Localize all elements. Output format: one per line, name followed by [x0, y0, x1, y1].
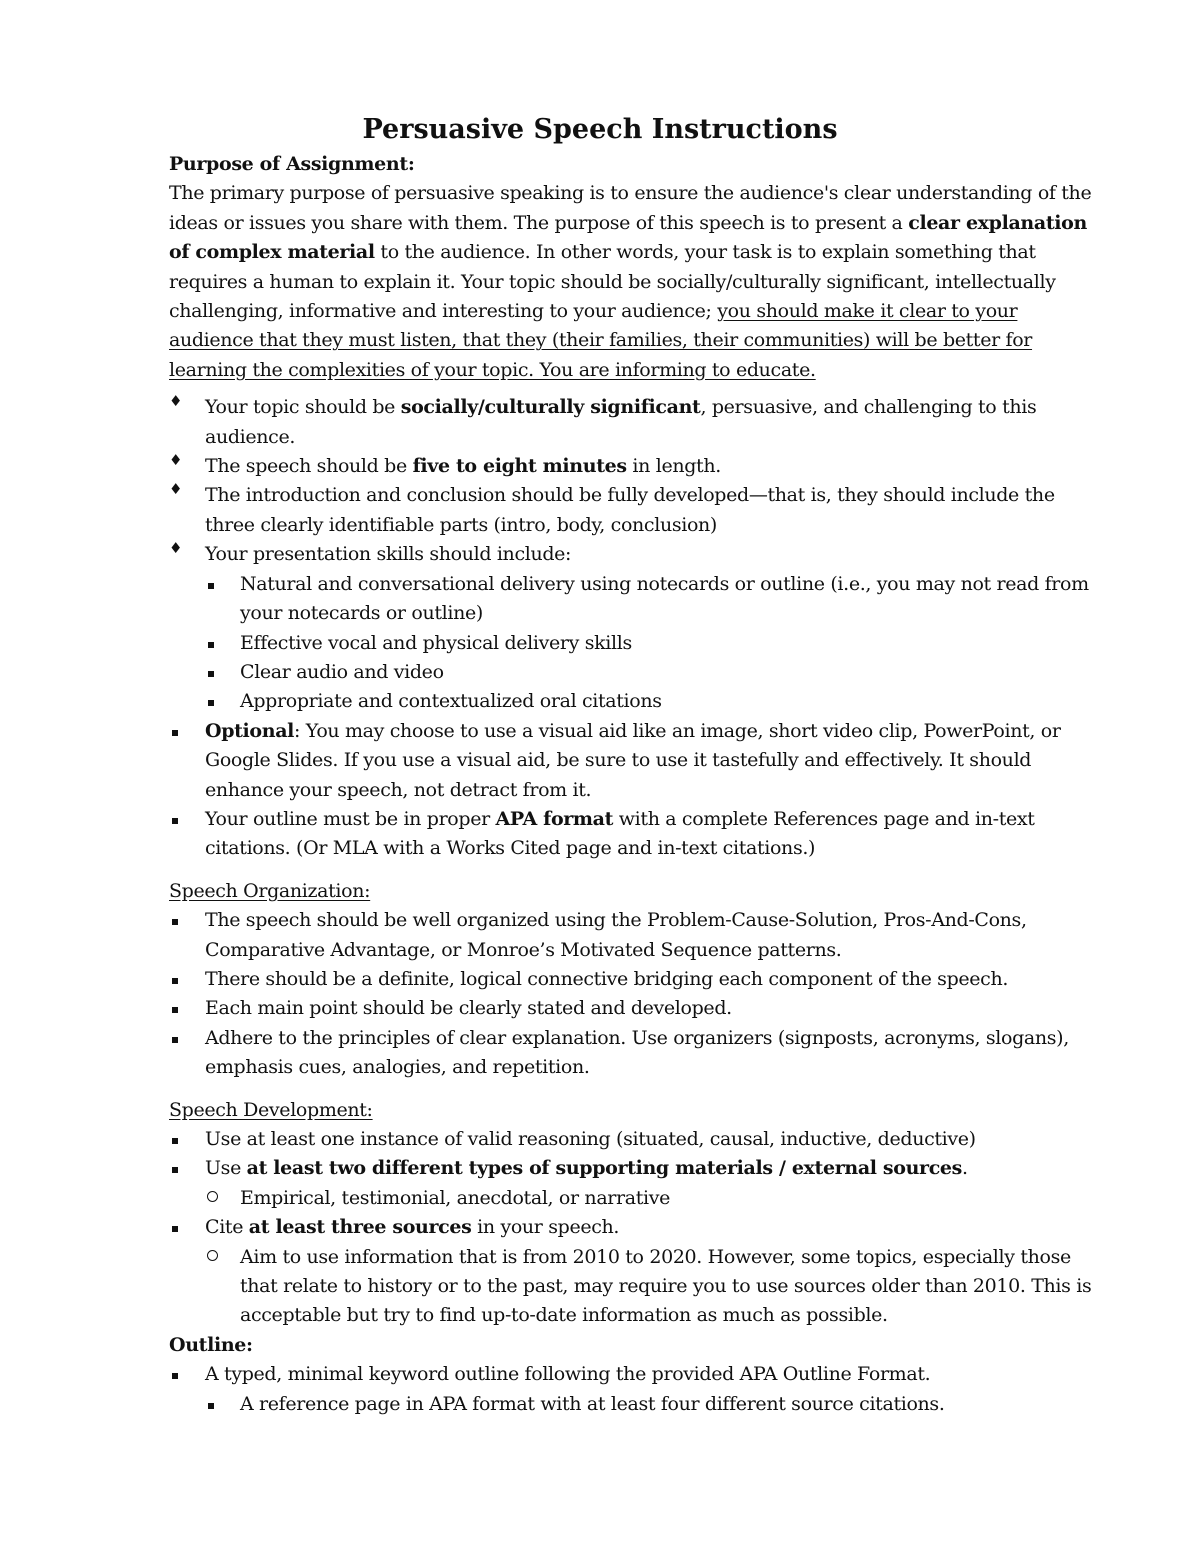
list-item-text: The introduction and conclusion should be fully developed—that is, they should include the three clearly identifiable parts (intro, body, conclusion) — [205, 484, 1055, 536]
list-item — [169, 540, 1099, 716]
list-item — [169, 994, 1099, 1023]
list-item-bold: at least three sources — [248, 1216, 472, 1239]
purpose-text-bold: clear explanation of complex material — [169, 211, 1087, 264]
development-sublist — [169, 1184, 1099, 1213]
purpose-heading: Purpose of Assignment: — [169, 153, 415, 175]
purpose-text-2: to the audience. In other words, your task is to explain something that requires a human to explain it. Your topic should be socially/culturally significant, intellectually challenging, informative and interesting to your audience; — [169, 241, 1056, 323]
list-item-text: Use at least one instance of valid reasoning (situated, causal, inductive, deductive) — [205, 1128, 976, 1150]
list-item — [169, 805, 1099, 864]
list-item — [169, 570, 1099, 629]
outline-heading: Outline: — [169, 1333, 253, 1356]
list-item — [169, 1125, 1099, 1154]
purpose-underlined-text: you should make it clear to your audience that they must listen, that they (their families, their communities) will be better for learning the complexities of your topic. You are informing to educate. — [169, 300, 1033, 381]
list-item — [169, 481, 1099, 540]
list-item — [169, 1243, 1099, 1331]
diamond-bullet-icon: ♦ — [169, 392, 183, 411]
list-item — [169, 1213, 1099, 1331]
list-item-text: The speech should be — [205, 455, 413, 478]
list-item-text: Your topic should be — [205, 396, 401, 419]
list-item-text: : You may choose to use a visual aid like an image, short video clip, PowerPoint, or Google Slides. If you use a visual aid, be sure to use it tastefully and effectively. It should enhance your speech, not detract from it. — [205, 719, 1061, 801]
list-item-text: Your presentation skills should include: — [205, 543, 572, 566]
list-item-text: , persuasive, and challenging to this audience. — [205, 396, 1037, 448]
list-item-bold: Optional — [205, 719, 295, 742]
list-item-text: Adhere to the principles of clear explanation. Use organizers (signposts, acronyms, slogans), emphasis cues, analogies, and repetition. — [205, 1026, 1069, 1079]
organization-heading: Speech Organization: — [169, 879, 371, 902]
list-item — [169, 906, 1099, 965]
list-item-text: Natural and conversational delivery using notecards or outline (i.e., you may not read from your notecards or outline) — [240, 572, 1089, 625]
list-item-text: Cite — [205, 1216, 249, 1239]
list-item-bold: at least two different types of supporting materials / external sources — [246, 1157, 963, 1180]
page-title: Persuasive Speech Instructions — [362, 114, 838, 145]
list-item-text: Use — [205, 1157, 247, 1180]
list-item-text: in your speech. — [471, 1216, 620, 1239]
outline-sublist — [169, 1390, 1099, 1419]
list-item-text: Each main point should be clearly stated and developed. — [205, 997, 732, 1020]
document-body — [169, 150, 1099, 1419]
requirements-list — [169, 393, 1099, 864]
list-item — [169, 393, 1099, 452]
list-item-bold: socially/culturally significant — [400, 396, 701, 419]
list-item — [169, 658, 1099, 687]
development-heading: Speech Development: — [169, 1098, 373, 1121]
list-item — [169, 1360, 1099, 1419]
list-item — [169, 965, 1099, 994]
list-item-text: in length. — [626, 455, 721, 478]
diamond-bullet-icon: ♦ — [169, 451, 183, 470]
list-item-text: A reference page in APA format with at least four different source citations. — [240, 1392, 945, 1415]
list-item — [169, 717, 1099, 805]
list-item-text: Your outline must be in proper — [205, 807, 496, 830]
list-item-text: There should be a definite, logical connective bridging each component of the speech. — [205, 967, 1009, 990]
diamond-bullet-icon: ♦ — [169, 539, 183, 558]
list-item — [169, 1390, 1099, 1419]
list-item — [169, 629, 1099, 658]
list-item — [169, 452, 1099, 481]
list-item — [169, 1024, 1099, 1083]
list-item-text: with a complete References page and in-text citations. (Or MLA with a Works Cited page and in-text citations.) — [205, 807, 1035, 860]
outline-list — [169, 1360, 1099, 1419]
list-item-text: Appropriate and contextualized oral citations — [240, 690, 662, 713]
list-item — [169, 1154, 1099, 1213]
skills-sublist — [169, 570, 1099, 717]
organization-list — [169, 906, 1099, 1082]
purpose-paragraph — [169, 179, 1099, 385]
development-sublist — [169, 1243, 1099, 1331]
list-item-bold: APA format — [495, 807, 614, 830]
list-item-text: Empirical, testimonial, anecdotal, or narrative — [240, 1186, 671, 1209]
list-item — [169, 687, 1099, 716]
list-item-bold: five to eight minutes — [412, 455, 627, 478]
list-item-text: . — [962, 1157, 968, 1180]
list-item-text: Effective vocal and physical delivery skills — [240, 631, 632, 654]
list-item-text: The speech should be well organized using the Problem-Cause-Solution, Pros-And-Cons, Comparative Advantage, or Monroe’s Motivated Sequence patterns. — [205, 909, 1027, 961]
list-item — [169, 1184, 1099, 1213]
list-item-text: Aim to use information that is from 2010 to 2020. However, some topics, especially those that relate to history or to the past, may require you to use sources older than 2010. This is acceptable but try to find up-to-date information as much as possible. — [240, 1245, 1092, 1327]
diamond-bullet-icon: ♦ — [169, 480, 183, 499]
development-list — [169, 1125, 1099, 1331]
purpose-text-1: The primary purpose of persuasive speaking is to ensure the audience's clear understanding of the ideas or issues you share with them. The purpose of this speech is to present a — [169, 182, 1092, 234]
list-item-text: A typed, minimal keyword outline following the provided APA Outline Format. — [205, 1363, 931, 1386]
list-item-text: Clear audio and video — [240, 660, 444, 683]
